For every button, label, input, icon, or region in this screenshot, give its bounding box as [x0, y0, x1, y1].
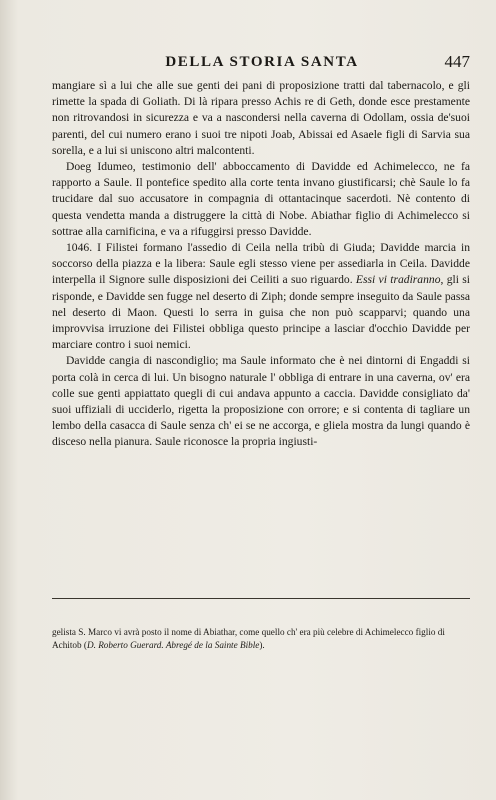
paragraph-doeg: Doeg Idumeo, testimonio dell' abboccamento di Davidde ed Achimelecco, ne fa rapporto a Saule. Il pontefice spedito alla corte tenta invano giustificarsi; chè Saule lo fa trucidare dal suo accusatore in compagnia di ottantacinque sacerdoti. Nè contento di questa vendetta manda a distruggere la città di Nobe. Abiathar figlio di Achimelecco si sottrae alla carnificina, e va a rifuggirsi presso Davidde.	[52, 160, 470, 238]
paragraph-1046-text-b: , gli si risponde, e Davidde sen fugge nel deserto di Ziph; donde sempre inseguito da Saule passa nel deserto di Maon. Questi lo serra in guisa che non può scapparvi; quando una improvvisa irruzione dei Filistei obbliga questo principe a lasciar d'occhio Davidde per marciare contro i suoi nemici.	[52, 273, 470, 352]
footnote-divider	[52, 598, 470, 599]
main-text	[52, 78, 470, 451]
page-number: 447	[444, 52, 470, 71]
paragraph-engaddi: Davidde cangia di nascondiglio; ma Saule informato che è nei dintorni di Engaddi si porta colà in cerca di lui. Un bisogno naturale l' obbliga di entrare in una caverna, ov' era colle sue genti appiattato quegli di cui andava appunto a caccia. Davidde consigliato da' suoi uffiziali di ucciderlo, rigetta la proposizione con orrore; e si contenta di tagliare un lembo della casacca di Saule senza ch' ei se ne accorga, e gliela mostra da lungi quando è disceso nella pianura. Saule riconosce la propria ingiusti-	[52, 354, 470, 449]
footnote-text	[52, 626, 472, 652]
footnote-citation: D. Roberto Guerard. Abregé de la Sainte Bible	[86, 640, 260, 651]
page-header	[52, 54, 472, 76]
paragraph-continuation: mangiare sì a lui che alle sue genti dei pani di proposizione tratti dal tabernacolo, e gli rimette la spada di Goliath. Di là ripara presso Achis re di Geth, donde esce prestamente non ritrovandosi in sicurezza e va a nascondersi nella caverna di Odollam, ossia de'suoi parenti, del cui numero erano i suoi tre nipoti Joab, Abissai ed Asaele figli di Sarvia sua sorella, e a lui si uniscono altri malcontenti.	[52, 79, 470, 157]
paragraph-number: 1046.	[66, 241, 93, 255]
paragraph-1046-text-a: I Filistei formano l'assedio di Ceila nella tribù di Giuda; Davidde marcia in soccorso della piazza e la libera: Saule egli stesso viene per assediarla in Ceila. Davidde interpella il Signore sulle disposizioni dei Ceiliti a suo riguardo.	[52, 241, 470, 287]
running-head: DELLA STORIA SANTA	[165, 54, 359, 70]
paragraph-1046-italic: Essi vi tradiranno	[355, 273, 441, 287]
footnote-text-b: ).	[259, 640, 265, 651]
paragraph-1046	[52, 240, 470, 353]
footnote	[52, 626, 472, 652]
footnote-text-a: gelista S. Marco vi avrà posto il nome di Abiathar, come quello ch' era più celebre di Achimelecco figlio di Achitob (	[52, 627, 445, 651]
